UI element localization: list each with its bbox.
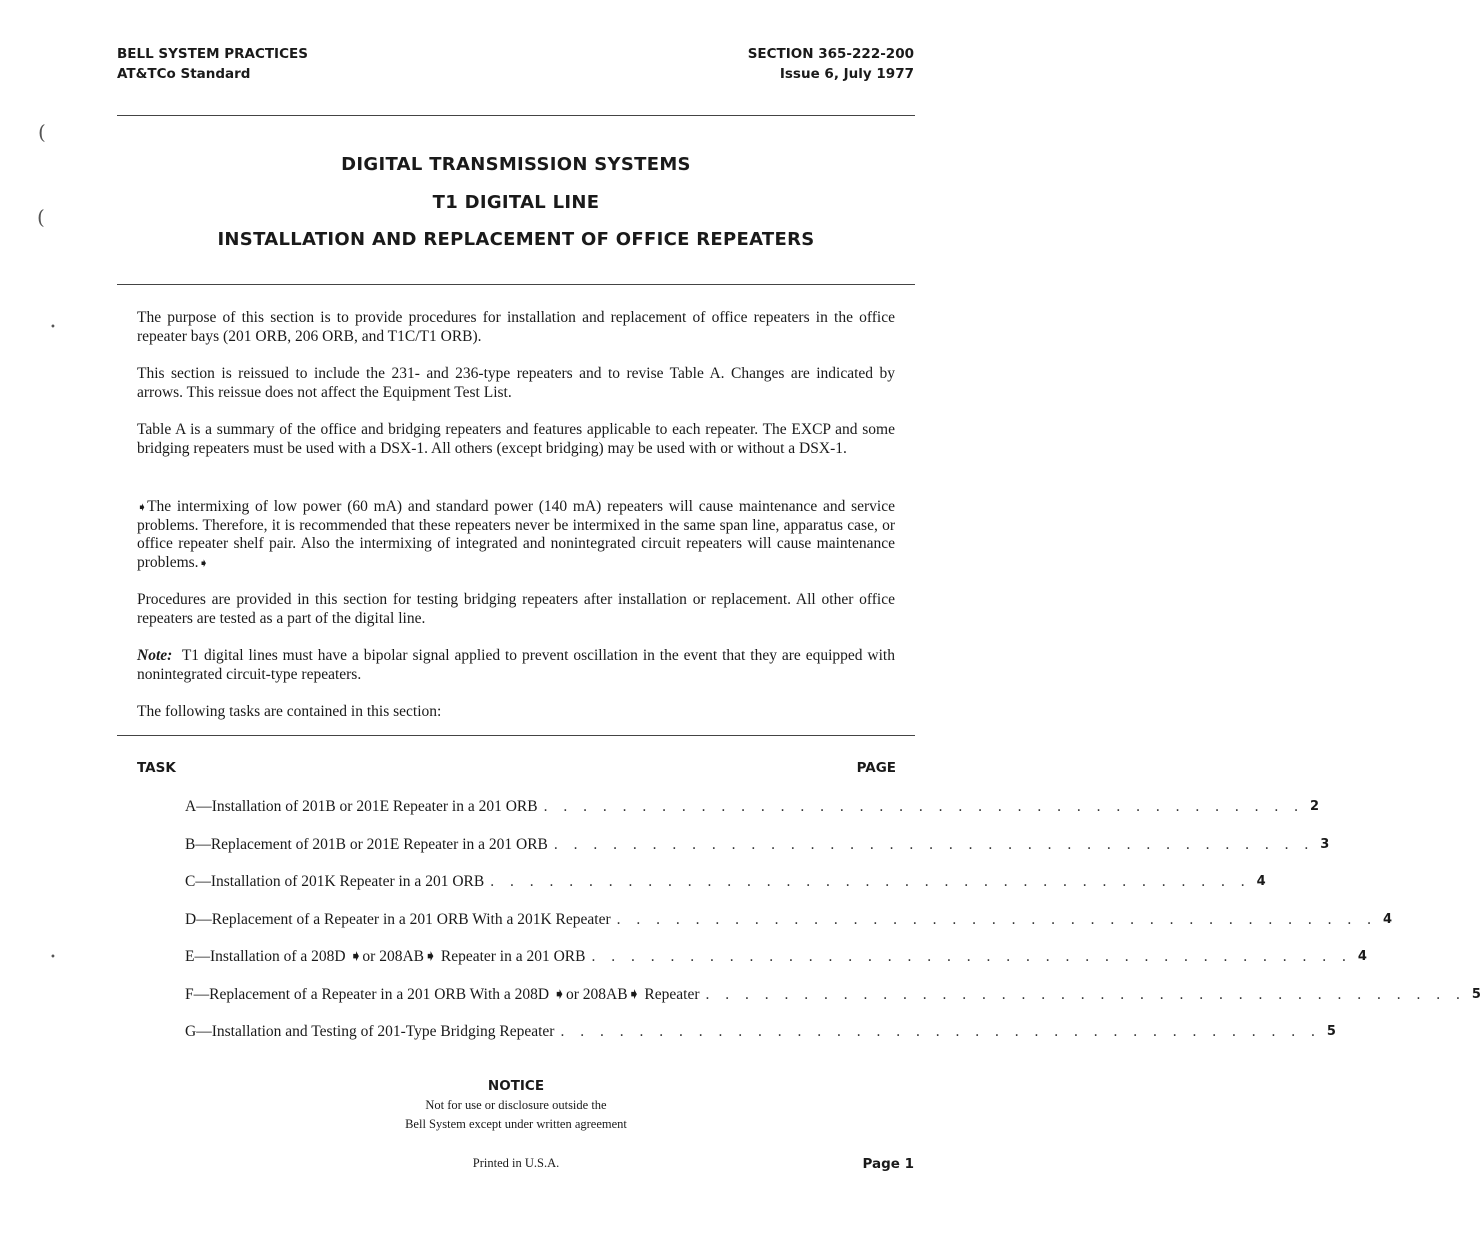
change-arrow-icon: ➧ [198, 555, 209, 570]
task-page-number: 2 [1309, 799, 1319, 814]
task-label: F—Replacement of a Repeater in a 201 ORB With a 208D ➧or 208AB➧ Repeater [185, 985, 700, 1003]
paragraph-intermixing-body [137, 498, 895, 572]
task-row [185, 985, 1481, 1023]
title-rule [117, 284, 915, 285]
margin-mark: • [50, 322, 56, 333]
paragraph-purpose-text: The purpose of this section is to provide procedures for installation and replacement of office repeaters in the office repeater bays (201 ORB, 206 ORB, and T1C/T1 ORB). [137, 309, 895, 345]
note-label: Note: [137, 647, 173, 664]
task-page-number: 4 [1256, 874, 1266, 889]
task-column-header: TASK [137, 760, 176, 776]
page-number: Page 1 [862, 1156, 914, 1172]
paragraph-reissue [137, 365, 895, 402]
notice-block [117, 1078, 915, 1134]
margin-mark: ( [38, 120, 46, 144]
notice-line-2: Bell System except under written agreement [405, 1117, 627, 1131]
header-left [117, 44, 308, 84]
paragraph-reissue-text: This section is reissued to include the 231- and 236-type repeaters and to revise Table A. Changes are indicated by arrows. This reissue does not affect the Equipment Test List. [137, 365, 895, 401]
notice-line-1: Not for use or disclosure outside the [425, 1098, 607, 1112]
paragraph-tasks-intro [137, 703, 895, 722]
paragraph-intermixing-text: The intermixing of low power (60 mA) and standard power (140 mA) repeaters will cause maintenance and service problems. Therefore, it is recommended that these repeaters never be intermixed in the same span line, apparatus case, or office repeater shelf pair. Also the intermixing of integrated and nonintegrated circuit repeaters will cause maintenance problems. [137, 498, 895, 571]
task-label: E—Installation of a 208D ➧or 208AB➧ Repeater in a 201 ORB [185, 948, 586, 965]
notice-title: NOTICE [487, 1078, 545, 1094]
header-rule [117, 115, 915, 116]
task-page-number: 5 [1471, 986, 1481, 1002]
task-label: G—Installation and Testing of 201-Type Bridging Repeater [185, 1023, 555, 1040]
change-arrow-icon: ➧ [137, 500, 148, 514]
paragraph-procedures-text: Procedures are provided in this section for testing bridging repeaters after installation or replacement. All other office repeaters are tested as a part of the digital line. [137, 591, 895, 627]
task-page-number: 4 [1357, 949, 1367, 964]
task-row [185, 910, 1393, 948]
leader-dots: . . . . . . . . . . . . . . . . . . . . . . . . . . . . . . . . . . . . . . . [543, 798, 1304, 815]
paragraph-purpose [137, 309, 895, 346]
paragraph-procedures [137, 591, 895, 628]
issue-date: Issue 6, July 1977 [779, 66, 914, 82]
paragraph-intermixing [137, 498, 895, 572]
leader-dots: . . . . . . . . . . . . . . . . . . . . . . . . . . . . . . . . . . . . . . . [560, 1023, 1321, 1040]
task-page-number: 5 [1326, 1024, 1336, 1039]
title-line-3: INSTALLATION AND REPLACEMENT OF OFFICE REPEATERS [217, 229, 815, 250]
leader-dots: . . . . . . . . . . . . . . . . . . . . . . . . . . . . . . . . . . . . . . . [705, 985, 1466, 1003]
task-row [185, 797, 1319, 835]
task-row [185, 872, 1266, 910]
leader-dots: . . . . . . . . . . . . . . . . . . . . . . . . . . . . . . . . . . . . . . . [591, 948, 1352, 965]
printed-in-label: Printed in U.S.A. [472, 1156, 560, 1170]
leader-dots: . . . . . . . . . . . . . . . . . . . . . . . . . . . . . . . . . . . . . . . [616, 910, 1378, 928]
series-title: BELL SYSTEM PRACTICES [117, 46, 308, 62]
page-column-header: PAGE [856, 760, 896, 776]
title-line-2: T1 DIGITAL LINE [432, 192, 600, 213]
leader-dots: . . . . . . . . . . . . . . . . . . . . . . . . . . . . . . . . . . . . . . . [490, 873, 1251, 890]
task-label: B—Replacement of 201B or 201E Repeater in a 201 ORB [185, 835, 548, 853]
task-row [185, 835, 1330, 873]
paragraph-tasks-intro-text: The following tasks are contained in this section: [137, 703, 442, 720]
task-label: C—Installation of 201K Repeater in a 201 ORB [185, 873, 485, 890]
paragraph-note [137, 647, 895, 684]
task-list [185, 797, 1481, 1060]
paragraph-table-a [137, 421, 895, 458]
standard-label: AT&TCo Standard [117, 66, 251, 82]
task-page-number: 3 [1320, 836, 1330, 852]
title-line-1: DIGITAL TRANSMISSION SYSTEMS [341, 154, 691, 175]
task-row [185, 1022, 1336, 1060]
margin-mark: ( [37, 205, 45, 229]
table-rule [117, 735, 915, 736]
note-text: T1 digital lines must have a bipolar signal applied to prevent oscillation in the event that they are equipped with nonintegrated circuit-type repeaters. [137, 647, 895, 683]
paragraph-note-body [137, 647, 895, 684]
margin-mark: • [50, 952, 56, 963]
paragraph-table-a-text: Table A is a summary of the office and bridging repeaters and features applicable to each repeater. The EXCP and some bridging repeaters must be used with a DSX-1. All others (except bridging) may be used with or without a DSX-1. [137, 421, 895, 457]
task-row [185, 947, 1367, 985]
task-label: A—Installation of 201B or 201E Repeater in a 201 ORB [185, 798, 538, 815]
section-number: SECTION 365-222-200 [747, 46, 914, 62]
header-right [748, 44, 914, 84]
leader-dots: . . . . . . . . . . . . . . . . . . . . . . . . . . . . . . . . . . . . . . . [553, 835, 1315, 853]
task-page-number: 4 [1383, 911, 1393, 927]
task-label: D—Replacement of a Repeater in a 201 ORB With a 201K Repeater [185, 910, 611, 928]
